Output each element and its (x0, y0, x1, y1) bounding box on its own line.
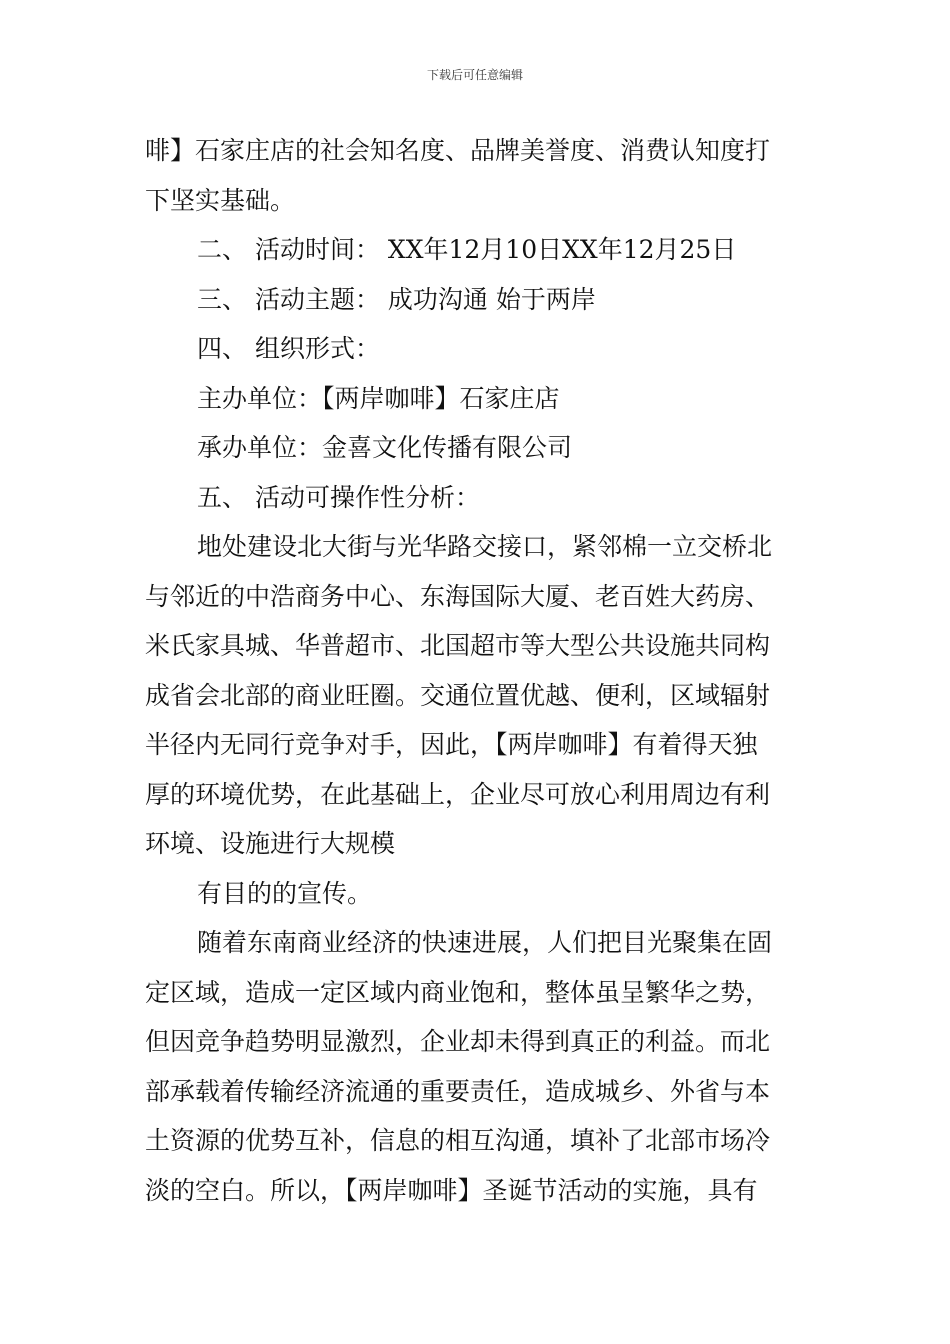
text-line: 啡】石家庄店的社会知名度、品牌美誉度、消费认知度打 (145, 136, 771, 165)
paragraph-line: 但因竞争趋势明显激烈，企业却未得到真正的利益。而北 (145, 1027, 771, 1056)
paragraph-line: 部承载着传输经济流通的重要责任，造成城乡、外省与本 (145, 1076, 771, 1106)
section-heading-organization: 四、 组织形式： (197, 334, 380, 363)
section-heading-time: 二、 活动时间： XX年12月10日XX年12月25日 (197, 235, 737, 264)
paragraph-line: 有目的的宣传。 (197, 878, 373, 908)
organizer-line: 主办单位：【两岸咖啡】石家庄店 (197, 383, 560, 413)
paragraph-line: 米氏家具城、华普超市、北国超市等大型公共设施共同构 (145, 631, 771, 660)
paragraph-line: 半径内无同行竞争对手，因此，【两岸咖啡】有着得天独 (145, 730, 758, 759)
co-organizer-line: 承办单位：金喜文化传播有限公司 (197, 433, 573, 462)
section-heading-theme: 三、 活动主题： 成功沟通 始于两岸 (197, 284, 596, 314)
document-body (145, 126, 810, 1215)
paragraph-line: 环境、设施进行大规模 (145, 829, 396, 858)
paragraph-line: 土资源的优势互补，信息的相互沟通，填补了北部市场冷 (145, 1126, 771, 1155)
paragraph-line: 随着东南商业经济的快速进展，人们把目光聚集在固 (197, 928, 773, 957)
paragraph-line: 定区域，造成一定区域内商业饱和，整体虽呈繁华之势， (145, 977, 771, 1007)
paragraph-line: 厚的环境优势，在此基础上，企业尽可放心利用周边有利 (145, 779, 771, 809)
paragraph-line: 成省会北部的商业旺圈。交通位置优越、便利，区域辐射 (145, 680, 771, 710)
page-header: 下载后可任意编辑 (426, 68, 523, 82)
paragraph-line: 地处建设北大街与光华路交接口，紧邻棉一立交桥北 (197, 532, 773, 561)
paragraph-line: 淡的空白。所以，【两岸咖啡】圣诞节活动的实施，具有 (145, 1175, 758, 1205)
paragraph-line: 与邻近的中浩商务中心、东海国际大厦、老百姓大药房、 (145, 581, 771, 611)
section-heading-analysis: 五、 活动可操作性分析： (197, 482, 480, 512)
text-line: 下坚实基础。 (145, 185, 296, 215)
